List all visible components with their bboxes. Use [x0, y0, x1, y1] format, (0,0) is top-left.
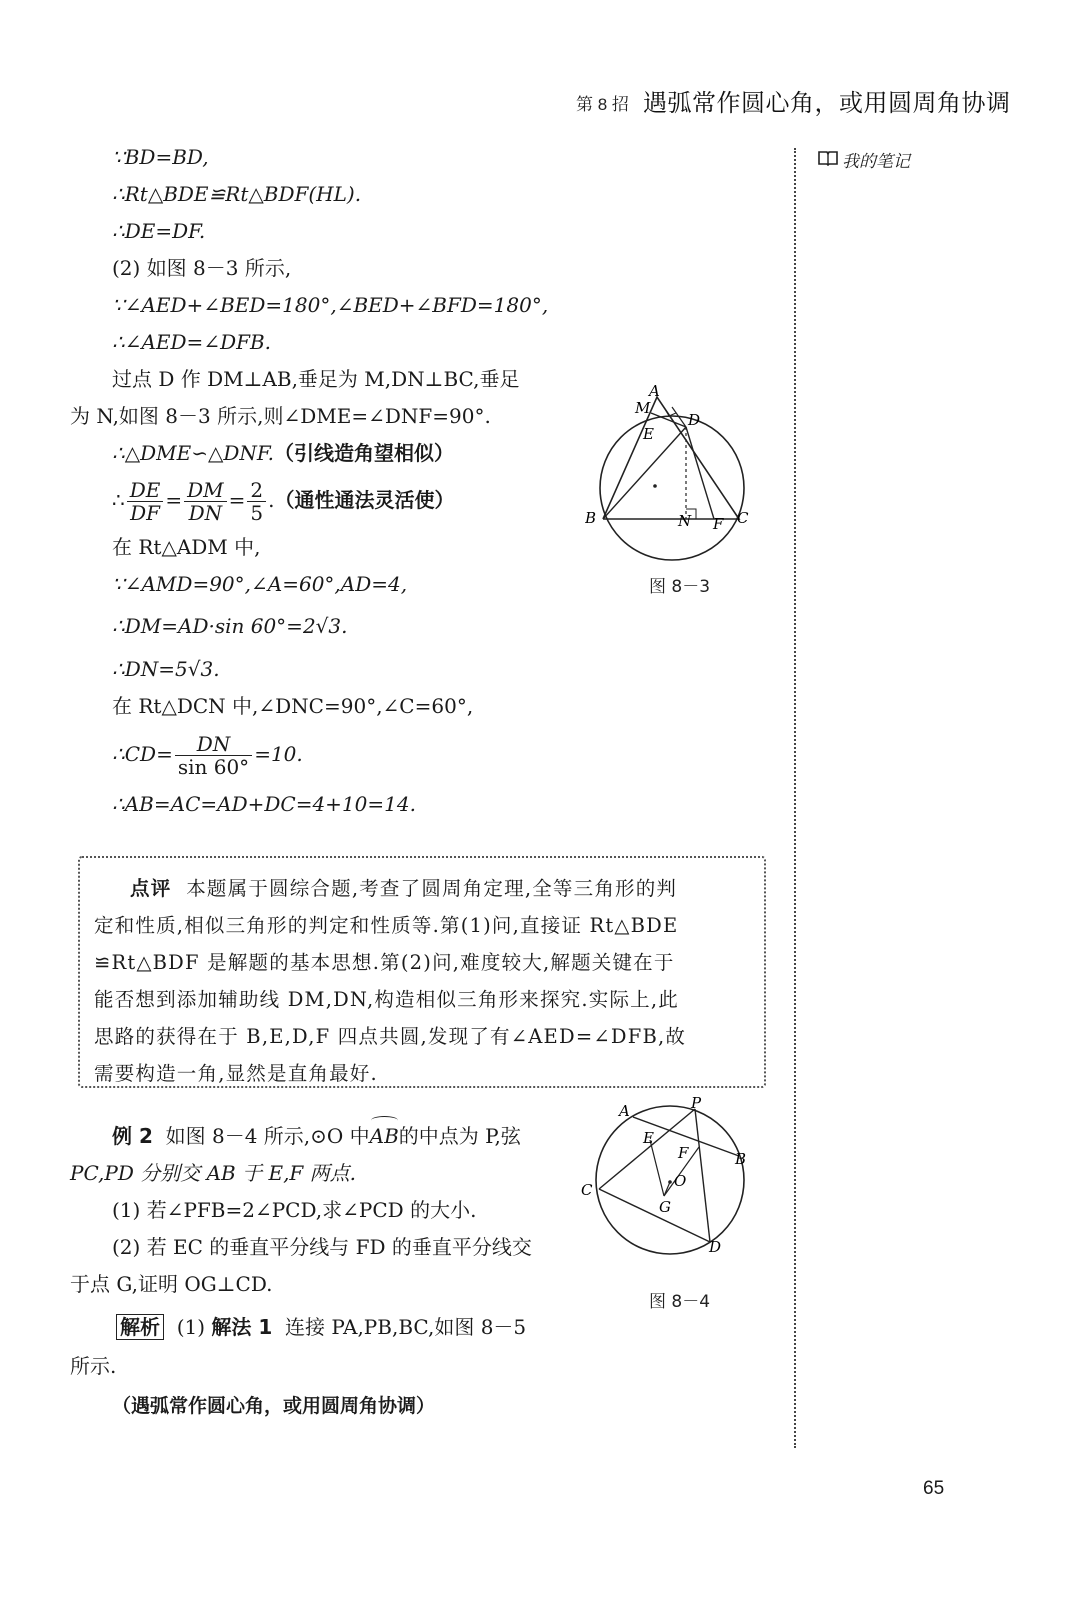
ratio-line: ∴ $\frac{DE}{DF}$ = $\frac{DM}{DN}$ = $\frac{2}{5}$ .（通性通法灵活使）: [112, 478, 455, 525]
question-2a: (2) 若 EC 的垂直平分线与 FD 的垂直平分线交: [112, 1235, 532, 1259]
review-line-6: 需要构造一角,显然是直角最好.: [94, 1062, 378, 1085]
question-1: (1) 若∠PFB=2∠PCD,求∠PCD 的大小.: [112, 1198, 477, 1222]
similar-statement: ∴△DME∽△DNF.: [112, 441, 275, 465]
analysis-note: （遇弧常作圆心角，或用圆周角协调）: [112, 1395, 436, 1417]
fig84-label-d: D: [709, 1238, 722, 1256]
ratio-suffix: .: [268, 488, 275, 512]
fig83-label-c: C: [737, 509, 749, 527]
analysis-method: 解法 1: [211, 1315, 273, 1339]
review-text-1: 本题属于圆综合题,考查了圆周角定理,全等三角形的判: [186, 877, 678, 900]
fig84-label-e: E: [643, 1129, 654, 1147]
notes-label: 我的笔记: [842, 152, 910, 172]
question-2b: 于点 G,证明 OG⊥CD.: [70, 1272, 273, 1296]
fig83-circle: [600, 416, 744, 560]
cd-prefix: ∴CD=: [112, 742, 173, 766]
fig84-label-a: A: [619, 1102, 630, 1120]
solution-line-14: 在 Rt△DCN 中,∠DNC=90°,∠C=60°,: [112, 694, 474, 718]
frac-den: DF: [130, 501, 161, 525]
solution-line-10: 在 Rt△ADM 中,: [112, 535, 261, 559]
fraction-dm-dn: [184, 479, 227, 524]
example2-text-b: 的中点为 P,弦: [398, 1124, 521, 1148]
solution-line-7: 过点 D 作 DM⊥AB,垂足为 M,DN⊥BC,垂足: [112, 367, 520, 391]
fig84-circle: [596, 1106, 747, 1254]
fig84-chord-pd: [695, 1109, 710, 1242]
fig83-label-b: B: [585, 509, 597, 527]
solution-line-2: ∴Rt△BDE≌Rt△BDF(HL).: [112, 182, 362, 206]
fig84-caption: 图 8－4: [649, 1292, 711, 1312]
tip-note-1: （引线造角望相似）: [274, 441, 455, 465]
fig84-label-g: G: [659, 1198, 671, 1216]
fraction-dn-sin60: [175, 733, 252, 778]
review-label: 点评: [130, 877, 172, 900]
analysis-part: (1): [176, 1315, 206, 1339]
fig83-label-d: D: [688, 411, 701, 429]
solution-line-1: ∵BD=BD,: [112, 145, 209, 169]
fig83-center: [653, 484, 657, 488]
solution-line-6: ∴∠AED=∠DFB.: [112, 330, 272, 354]
fig83-caption: 图 8－3: [649, 577, 711, 597]
fig84-label-p: P: [691, 1094, 702, 1112]
analysis-text: 连接 PA,PB,BC,如图 8－5: [285, 1315, 527, 1339]
frac-num: 2: [247, 479, 266, 502]
notes-divider: [794, 148, 796, 1448]
book-icon: [818, 150, 838, 166]
frac-num: DE: [127, 479, 164, 502]
solution-line-5: ∵∠AED+∠BED=180°,∠BED+∠BFD=180°,: [112, 293, 549, 317]
tip-note-2: （通性通法灵活使）: [274, 488, 455, 512]
fig84-label-f: F: [678, 1144, 689, 1162]
solution-line-8: 为 N,如图 8－3 所示,则∠DME=∠DNF=90°.: [70, 404, 491, 428]
review-line-4: 能否想到添加辅助线 DM,DN,构造相似三角形来探究.实际上,此: [94, 988, 679, 1011]
fig83-label-a: A: [649, 383, 660, 400]
example-label: 例 2: [112, 1124, 153, 1148]
fig83-label-f: F: [713, 515, 724, 533]
page-number: 65: [923, 1478, 945, 1499]
example2-line-1: [112, 1122, 521, 1150]
fig84-center: [668, 1180, 672, 1184]
example2-text-a: 如图 8－4 所示,⊙O 中: [165, 1124, 370, 1148]
final-answer-line: ∴AB=AC=AD+DC=4+10=14.: [112, 792, 416, 816]
fraction-2-5: [247, 479, 266, 524]
analysis-line-2: 所示.: [70, 1354, 117, 1378]
solution-line-12: ∴DM=AD·sin 60°=2√3.: [112, 614, 348, 638]
review-line-1: [130, 875, 677, 903]
solution-line-13: ∴DN=5√3.: [112, 657, 220, 681]
solution-line-9: [112, 439, 454, 467]
fig83-label-m: M: [635, 399, 651, 417]
figure-8-3: [585, 383, 765, 583]
fig83-label-e: E: [643, 425, 654, 443]
review-line-2: 定和性质,相似三角形的判定和性质等.第(1)问,直接证 Rt△BDE: [94, 914, 679, 937]
fig83-label-n: N: [678, 512, 692, 530]
arc-ab: AB: [369, 1124, 399, 1148]
fig84-label-c: C: [581, 1181, 593, 1199]
figure-8-4: [575, 1092, 760, 1262]
cd-suffix: =10.: [254, 742, 303, 766]
review-line-5: 思路的获得在于 B,E,D,F 四点共圆,发现了有∠AED=∠DFB,故: [94, 1025, 687, 1048]
example2-line-2: PC,PD 分别交 AB 于 E,F 两点.: [70, 1161, 357, 1185]
page-title: 遇弧常作圆心角，或用圆周角协调: [643, 89, 1011, 117]
fig84-line-eg: [650, 1140, 664, 1196]
ratio-prefix: ∴: [112, 488, 125, 512]
analysis-tag: 解析: [116, 1314, 164, 1340]
fig84-chord-cd: [599, 1189, 710, 1242]
chapter-label: 第 8 招: [576, 95, 629, 114]
cd-line: [112, 730, 303, 778]
frac-den: sin 60°: [177, 755, 250, 779]
fig84-label-o: O: [674, 1172, 687, 1190]
frac-num: DM: [184, 479, 227, 502]
analysis-line-1: [116, 1313, 526, 1341]
solution-line-4: (2) 如图 8－3 所示,: [112, 256, 292, 280]
fig84-label-b: B: [735, 1150, 747, 1168]
fraction-de-df: [127, 479, 164, 524]
solution-line-3: ∴DE=DF.: [112, 219, 206, 243]
frac-den: 5: [250, 501, 264, 525]
frac-den: DN: [188, 501, 223, 525]
frac-num: DN: [175, 733, 252, 756]
solution-line-11: ∵∠AMD=90°,∠A=60°,AD=4,: [112, 572, 408, 596]
fig83-line-df: [686, 427, 714, 519]
review-line-3: ≌Rt△BDF 是解题的基本思想.第(2)问,难度较大,解题关键在于: [94, 951, 675, 974]
